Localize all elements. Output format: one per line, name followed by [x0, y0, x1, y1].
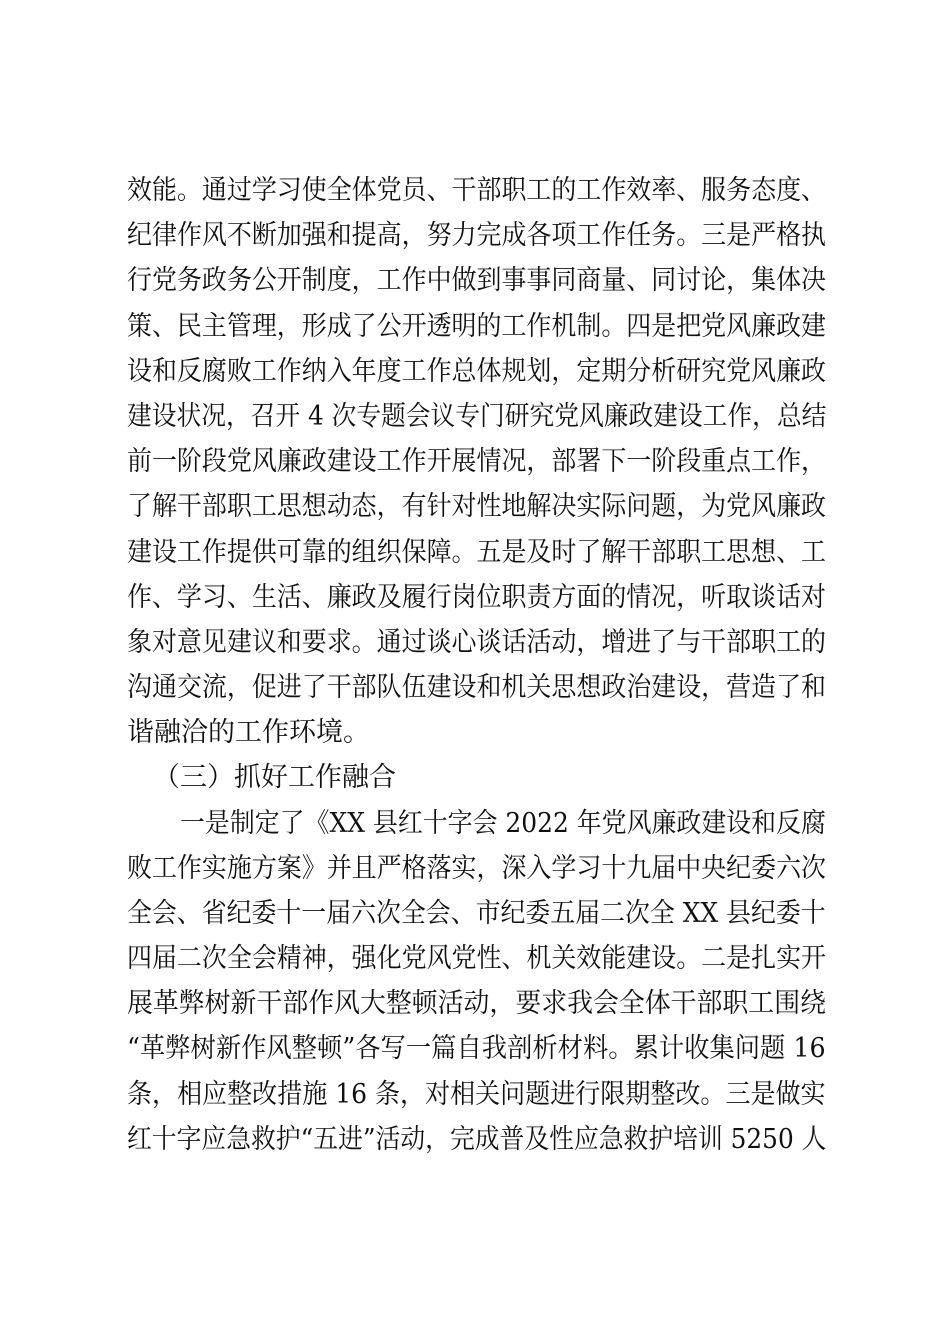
paragraph-line: “革弊树新作风整顿”各写一篇自我剖析材料。累计收集问题 16	[127, 1033, 826, 1064]
paragraph-line: 一是制定了《XX 县红十字会 2022 年党风廉政建设和反腐	[180, 808, 826, 839]
paragraph-line: 建设工作提供可靠的组织保障。五是及时了解干部职工思想、工	[127, 537, 826, 568]
paragraph-line: 全会、省纪委十一届六次全会、市纪委五届二次全 XX 县纪委十	[127, 898, 826, 929]
paragraph-line: 了解干部职工思想动态，有针对性地解决实际问题，为党风廉政	[127, 491, 826, 522]
paragraph-line: 四届二次全会精神，强化党风党性、机关效能建设。二是扎实开	[127, 943, 826, 974]
paragraph-line: 谐融洽的工作环境。	[127, 717, 370, 748]
paragraph-line: 效能。通过学习使全体党员、干部职工的工作效率、服务态度、	[127, 175, 826, 206]
paragraph-line: 败工作实施方案》并且严格落实，深入学习十九届中央纪委六次	[127, 853, 826, 884]
paragraph-line: 行党务政务公开制度，工作中做到事事同商量、同讨论，集体决	[127, 265, 826, 296]
paragraph-line: 设和反腐败工作纳入年度工作总体规划，定期分析研究党风廉政	[127, 356, 826, 387]
paragraph-line: 建设状况，召开 4 次专题会议专门研究党风廉政建设工作，总结	[127, 401, 827, 432]
paragraph-line: 策、民主管理，形成了公开透明的工作机制。四是把党风廉政建	[127, 311, 826, 342]
paragraph-line: 前一阶段党风廉政建设工作开展情况，部署下一阶段重点工作，	[127, 446, 826, 477]
paragraph-line: 作、学习、生活、廉政及履行岗位职责方面的情况，听取谈话对	[127, 582, 826, 613]
paragraph-line: 纪律作风不断加强和提高，努力完成各项工作任务。三是严格执	[127, 220, 826, 251]
paragraph-line: 条，相应整改措施 16 条，对相关问题进行限期整改。三是做实	[127, 1079, 826, 1110]
section-heading: （三）抓好工作融合	[153, 762, 396, 793]
paragraph-line: 红十字应急救护“五进”活动，完成普及性应急救护培训 5250 人	[127, 1124, 827, 1155]
paragraph-line: 沟通交流，促进了干部队伍建设和机关思想政治建设，营造了和	[127, 672, 826, 703]
paragraph-line: 展革弊树新干部作风大整顿活动，要求我会全体干部职工围绕	[127, 988, 826, 1019]
paragraph-line: 象对意见建议和要求。通过谈心谈话活动，增进了与干部职工的	[127, 627, 826, 658]
